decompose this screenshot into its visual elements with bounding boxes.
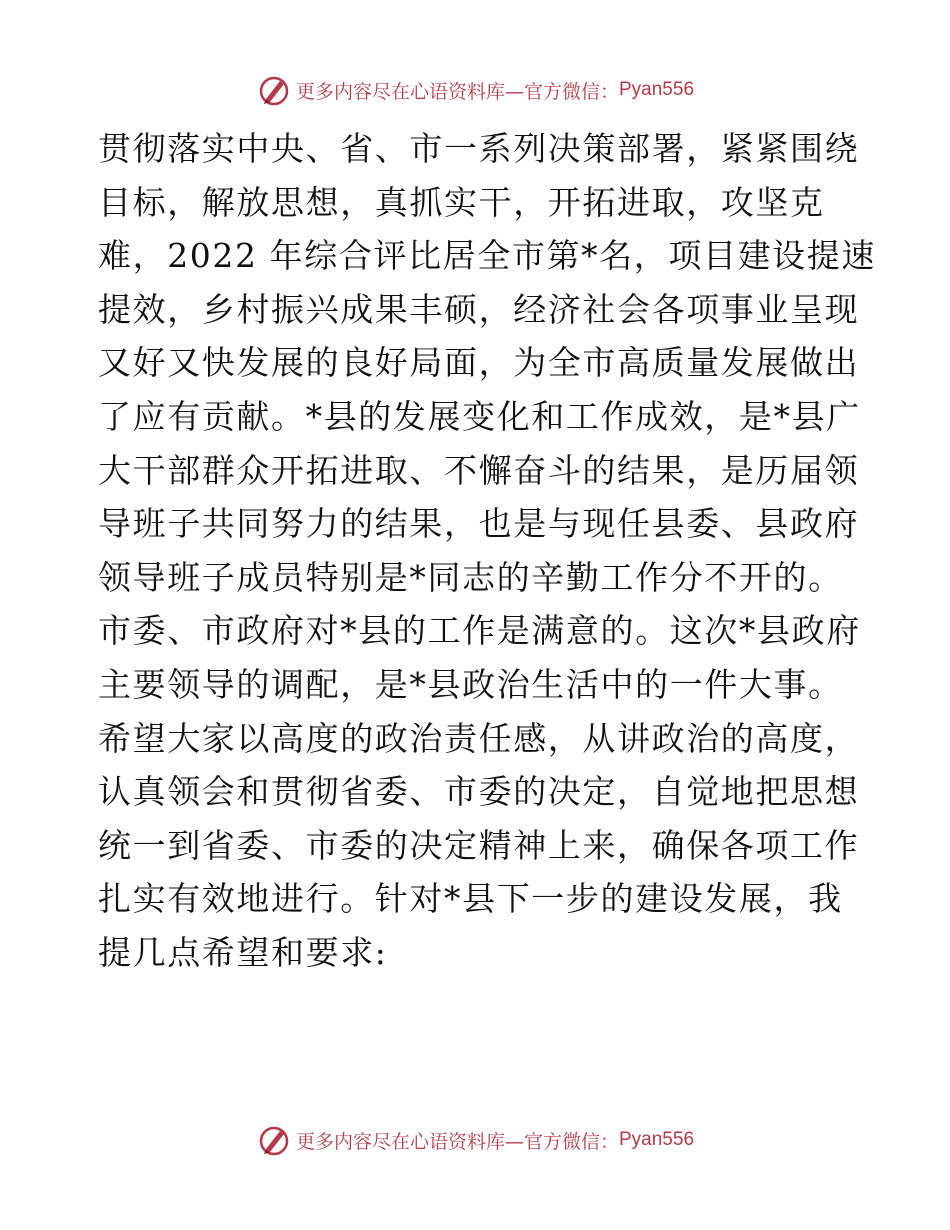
text-line: 贯彻落实中央、省、市一系列决策部署，紧紧围绕 bbox=[98, 129, 860, 168]
banner-wechat-id: Pyan556 bbox=[619, 1129, 695, 1150]
text-line: 大干部群众开拓进取、不懈奋斗的结果，是历届领 bbox=[98, 450, 860, 490]
banner-text: 更多内容尽在心语资料库—官方微信： bbox=[295, 1130, 619, 1153]
banner-text: 更多内容尽在心语资料库—官方微信： bbox=[295, 80, 619, 103]
text-line: 扎实有效地进行。针对*县下一步的建设发展，我 bbox=[98, 879, 843, 919]
text-line: 统一到省委、市委的决定精神上来，确保各项工作 bbox=[98, 825, 860, 865]
text-line: 难，2022 年综合评比居全市第*名，项目建设提速 bbox=[98, 236, 876, 276]
text-line: 认真领会和贯彻省委、市委的决定，自觉地把思想 bbox=[98, 772, 860, 812]
text-line: 了应有贡献。*县的发展变化和工作成效，是*县广 bbox=[98, 396, 861, 436]
document-body bbox=[98, 122, 876, 980]
text-line: 主要领导的调配，是*县政治生活中的一件大事。 bbox=[98, 664, 843, 704]
banner-wechat-id: Pyan556 bbox=[619, 79, 695, 100]
pen-logo-icon bbox=[256, 72, 292, 108]
text-line: 目标，解放思想，真抓实干，开拓进取，攻坚克 bbox=[98, 182, 825, 222]
header-banner bbox=[0, 70, 950, 110]
text-line: 提效，乡村振兴成果丰硕，经济社会各项事业呈现 bbox=[98, 289, 860, 329]
text-line: 领导班子成员特别是*同志的辛勤工作分不开的。 bbox=[98, 557, 843, 597]
text-line: 又好又快发展的良好局面，为全市高质量发展做出 bbox=[98, 343, 860, 383]
text-line: 希望大家以高度的政治责任感，从讲政治的高度， bbox=[98, 718, 860, 758]
footer-banner bbox=[0, 1120, 950, 1160]
text-line: 市委、市政府对*县的工作是满意的。这次*县政府 bbox=[98, 611, 861, 651]
pen-logo-icon bbox=[256, 1122, 292, 1158]
text-line: 提几点希望和要求: bbox=[98, 932, 388, 972]
text-line: 导班子共同努力的结果，也是与现任县委、县政府 bbox=[98, 504, 860, 544]
